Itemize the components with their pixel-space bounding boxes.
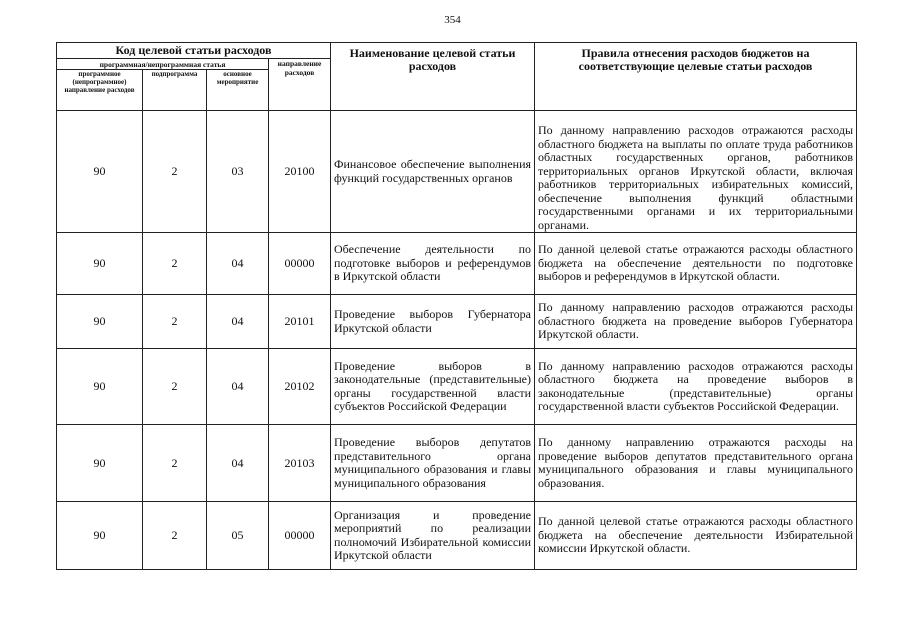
cell-subprogram: 2 xyxy=(143,349,207,425)
cell-rule: По данной целевой статье отражаются расходы областного бюджета на обеспечение деятельности Избирательной комиссии Иркутской области. xyxy=(535,502,857,570)
cell-rule: По данному направлению расходов отражаются расходы областного бюджета на проведение выборов Губернатора Иркутской области. xyxy=(535,295,857,349)
target-articles-table xyxy=(56,42,857,570)
cell-article-name: Организация и проведение мероприятий по реализации полномочий Избирательной комиссии Иркутской области xyxy=(331,502,535,570)
cell-rule: По данному направлению расходов отражаются расходы областного бюджета на проведение выборов в законодательные (представительные) органы государственной власти субъектов Российской Федерации. xyxy=(535,349,857,425)
cell-article-name: Обеспечение деятельности по подготовке выборов и референдумов в Иркутской области xyxy=(331,233,535,295)
cell-activity: 04 xyxy=(207,295,269,349)
cell-program: 90 xyxy=(57,295,143,349)
cell-article-name: Финансовое обеспечение выполнения функций государственных органов xyxy=(331,111,535,233)
cell-direction: 20103 xyxy=(269,425,331,502)
cell-rule: По данной целевой статье отражаются расходы областного бюджета на обеспечение деятельности по подготовке выборов и референдумов в Иркутской области. xyxy=(535,233,857,295)
cell-direction: 20100 xyxy=(269,111,331,233)
cell-subprogram: 2 xyxy=(143,425,207,502)
cell-direction: 00000 xyxy=(269,502,331,570)
table-row xyxy=(57,233,857,295)
cell-article-name: Проведение выборов Губернатора Иркутской области xyxy=(331,295,535,349)
header-program-group: программная/непрограммная статья xyxy=(57,59,269,70)
cell-subprogram: 2 xyxy=(143,233,207,295)
cell-program: 90 xyxy=(57,502,143,570)
cell-program: 90 xyxy=(57,349,143,425)
header-direction-column: направление расходов xyxy=(269,59,331,111)
cell-direction: 20101 xyxy=(269,295,331,349)
table-row xyxy=(57,349,857,425)
cell-program: 90 xyxy=(57,233,143,295)
header-rules-column: Правила отнесения расходов бюджетов на соответствующие целевые статьи расходов xyxy=(535,43,857,111)
cell-activity: 04 xyxy=(207,349,269,425)
header-subprogram-column: подпрограмма xyxy=(143,70,207,111)
cell-activity: 05 xyxy=(207,502,269,570)
cell-activity: 03 xyxy=(207,111,269,233)
cell-article-name: Проведение выборов в законодательные (представительные) органы государственной власти субъектов Российской Федерации xyxy=(331,349,535,425)
table-row xyxy=(57,425,857,502)
cell-rule: По данному направлению расходов отражаются расходы областного бюджета на выплаты по оплате труда работников областных государственных органов, работников территориальных органов Иркутской области, включая работников территориальных избирательных комиссий, обеспечение выполнения функций областными государственными органами и их территориальными органами. xyxy=(535,111,857,233)
header-name-column: Наименование целевой статьи расходов xyxy=(331,43,535,111)
header-program-column: программное (непрограммное) направление расходов xyxy=(57,70,143,111)
cell-activity: 04 xyxy=(207,425,269,502)
table-row xyxy=(57,502,857,570)
cell-article-name: Проведение выборов депутатов представительного органа муниципального образования и главы муниципального образования xyxy=(331,425,535,502)
page-number: 354 xyxy=(444,14,461,26)
table-header xyxy=(57,43,857,111)
table-row xyxy=(57,295,857,349)
table-row xyxy=(57,111,857,233)
table-body xyxy=(57,111,857,570)
cell-rule: По данному направлению отражаются расходы на проведение выборов депутатов представительного органа муниципального образования и главы муниципального образования. xyxy=(535,425,857,502)
header-activity-column: основное мероприятие xyxy=(207,70,269,111)
header-code-title: Код целевой статьи расходов xyxy=(57,43,331,59)
cell-program: 90 xyxy=(57,425,143,502)
cell-subprogram: 2 xyxy=(143,111,207,233)
cell-subprogram: 2 xyxy=(143,502,207,570)
cell-subprogram: 2 xyxy=(143,295,207,349)
cell-activity: 04 xyxy=(207,233,269,295)
cell-direction: 20102 xyxy=(269,349,331,425)
cell-direction: 00000 xyxy=(269,233,331,295)
cell-program: 90 xyxy=(57,111,143,233)
